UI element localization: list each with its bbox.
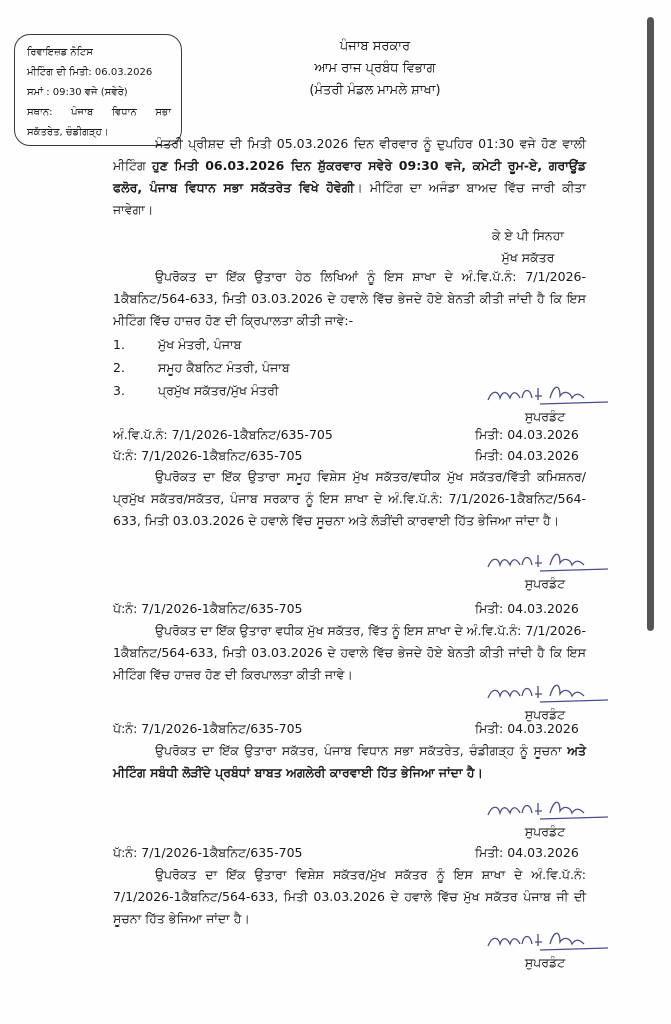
copy5-text: ਉਪਰੋਕਤ ਦਾ ਇੱਕ ਉਤਾਰਾ ਵਿਸ਼ੇਸ਼ ਸਕੱਤਰ/ਮੁੱਖ ਸਕੱਤਰ ਨੂੰ ਇਸ ਸ਼ਾਖਾ ਦੇ ਅੰ.ਵਿ.ਪੱ.ਨੰ: 7/1/2026-1ਕੈਬਨਿਟ/564-633, ਮਿਤੀ 03.03.2026 ਦੇ ਹਵਾਲੇ ਵਿੱਚ ਮੁੱਖ ਸਕੱਤਰ ਪੰਜਾਬ ਜੀ ਦੀ ਸੂਚਨਾ ਹਿੱਤ ਭੇਜਿਆ ਜਾਂਦਾ ਹੈ। bbox=[113, 867, 586, 926]
superintendent-title: ਸੁਪਰਡੰਟ bbox=[524, 576, 566, 591]
letterhead bbox=[230, 36, 520, 102]
main-notice-part1: ਮੰਤਰੀ ਪ੍ਰੀਸ਼ਦ ਦੀ ਮਿਤੀ 05.03.2026 ਦਿਨ ਵੀਰਵਾਰ ਨੂੰ ਦੁਪਹਿਰ 01:30 ਵਜੇ ਹੋਣ ਵਾਲੀ ਮੀਟਿੰਗ bbox=[113, 136, 586, 173]
chief-secretary-designation: ਮੁੱਖ ਸਕੱਤਰ bbox=[501, 250, 555, 265]
handwritten-signature bbox=[480, 924, 610, 954]
reference-number: ਪੱ:ਨੰ: 7/1/2026-1ਕੈਬਨਿਟ/635-705 bbox=[113, 448, 303, 463]
reference-number: ਪੱ:ਨੰ: 7/1/2026-1ਕੈਬਨਿਟ/635-705 bbox=[113, 845, 303, 860]
copy2-paragraph bbox=[113, 466, 586, 532]
list-text: ਮੁੱਖ ਮੰਤਰੀ, ਪੰਜਾਬ bbox=[158, 337, 242, 352]
main-notice-bold: ਹੁਣ ਮਿਤੀ 06.03.2026 ਦਿਨ ਸ਼ੁੱਕਰਵਾਰ ਸਵੇਰੇ 09:30 ਵਜੇ, ਕਮੇਟੀ ਰੂਮ-ਏ, ਗਰਾਊਂਡ ਫਲੋਰ, ਪੰਜਾਬ ਵਿਧਾਨ ਸਭਾ ਸਕੱਤਰੇਤ ਵਿਖੇ ਹੋਵੇਗੀ bbox=[113, 158, 586, 195]
reference-number: ਪੱ:ਨੰ: 7/1/2026-1ਕੈਬਨਿਟ/635-705 bbox=[113, 721, 303, 736]
superintendent-title: ਸੁਪਰਡੰਟ bbox=[524, 707, 566, 722]
chief-secretary-block bbox=[478, 225, 578, 269]
copy1-text: ਉਪਰੋਕਤ ਦਾ ਇੱਕ ਉਤਾਰਾ ਹੇਠ ਲਿਖਿਆਂ ਨੂੰ ਇਸ ਸ਼ਾਖਾ ਦੇ ਅੰ.ਵਿ.ਪੱ.ਨੰ: 7/1/2026-1ਕੈਬਨਿਟ/564-633, ਮਿਤੀ 03.03.2026 ਦੇ ਹਵਾਲੇ ਵਿੱਚ ਭੇਜਦੇ ਹੋਏ ਬੇਨਤੀ ਕੀਤੀ ਜਾਂਦੀ ਹੈ ਕਿ ਇਸ ਮੀਟਿੰਗ ਵਿੱਚ ਹਾਜ਼ਰ ਹੋਣ ਦੀ ਕ੍ਰਿਪਾਲਤਾ ਕੀਤੀ ਜਾਵੇ:- bbox=[113, 269, 586, 328]
reference-date: ਮਿਤੀ: 04.03.2026 bbox=[475, 448, 579, 463]
list-number: 3. bbox=[113, 383, 125, 398]
superintendent-title: ਸੁਪਰਡੰਟ bbox=[524, 824, 566, 839]
notice-venue-line1: ਸਥਾਨ: ਪੰਜਾਬ ਵਿਧਾਨ ਸਭਾ bbox=[27, 107, 171, 118]
superintendent-signature-block bbox=[480, 378, 610, 426]
chief-secretary-name: ਕੇ ਏ ਪੀ ਸਿਨਹਾ bbox=[492, 228, 564, 243]
superintendent-signature-block bbox=[480, 793, 610, 841]
copy4-bold-text: ਅਤੇ ਮੀਟਿੰਗ ਸਬੰਧੀ ਲੋੜੀਂਦੇ ਪ੍ਰਬੰਧਾਂ ਬਾਬਤ ਅਗਲੇਰੀ ਕਾਰਵਾਈ ਹਿੱਤ ਭੇਜਿਆ ਜਾਂਦਾ ਹੈ। bbox=[113, 743, 586, 780]
handwritten-signature bbox=[480, 793, 610, 823]
vertical-scrollbar[interactable] bbox=[647, 17, 654, 631]
header-branch: (ਮੰਤਰੀ ਮੰਡਲ ਮਾਮਲੇ ਸ਼ਾਖਾ) bbox=[309, 83, 441, 98]
list-number: 2. bbox=[113, 360, 125, 375]
notice-meeting-date: ਮੀਟਿੰਗ ਦੀ ਮਿਤੀ: 06.03.2026 bbox=[27, 67, 153, 78]
handwritten-signature bbox=[480, 676, 610, 706]
copy4-paragraph bbox=[113, 740, 586, 784]
notice-title: ਰਿਵਾਇਜ਼ਡ ਨੋਟਿਸ bbox=[27, 47, 93, 58]
superintendent-title: ਸੁਪਰਡੰਟ bbox=[524, 955, 566, 970]
copy3-text: ਉਪਰੋਕਤ ਦਾ ਇੱਕ ਉਤਾਰਾ ਵਧੀਕ ਮੁੱਖ ਸਕੱਤਰ, ਵਿੱਤ ਨੂੰ ਇਸ ਸ਼ਾਖਾ ਦੇ ਅੰ.ਵਿ.ਪੱ.ਨੰ: 7/1/2026-1ਕੈਬਨਿਟ/564-633, ਮਿਤੀ 03.03.2026 ਦੇ ਹਵਾਲੇ ਵਿੱਚ ਭੇਜਦੇ ਹੋਏ ਬੇਨਤੀ ਕੀਤੀ ਜਾਂਦੀ ਹੈ ਕਿ ਇਸ ਮੀਟਿੰਗ ਵਿੱਚ ਹਾਜ਼ਰ ਹੋਣ ਦੀ ਕਿਰਪਾਲਤਾ ਕੀਤੀ ਜਾਵੇ। bbox=[113, 623, 587, 682]
reference-date: ਮਿਤੀ: 04.03.2026 bbox=[475, 427, 579, 442]
main-notice-part2: । ਮੀਟਿੰਗ ਦਾ ਅਜੰਡਾ ਬਾਅਦ ਵਿੱਚ ਜਾਰੀ ਕੀਤਾ ਜਾਵੇਗਾ। bbox=[113, 180, 586, 217]
notice-time: ਸਮਾਂ : 09:30 ਵਜੇ (ਸਵੇਰੇ) bbox=[27, 87, 128, 98]
recipient-list-item bbox=[113, 380, 279, 402]
list-number: 1. bbox=[113, 337, 125, 352]
reference-date: ਮਿਤੀ: 04.03.2026 bbox=[475, 721, 579, 736]
revised-notice-box bbox=[14, 34, 182, 146]
copy4-text: ਉਪਰੋਕਤ ਦਾ ਇੱਕ ਉਤਾਰਾ ਸਕੱਤਰ, ਪੰਜਾਬ ਵਿਧਾਨ ਸਭਾ ਸਕੱਤਰੇਤ, ਚੰਡੀਗੜ੍ਹ ਨੂੰ ਸੂਚਨਾ bbox=[155, 743, 568, 758]
superintendent-signature-block bbox=[480, 545, 610, 593]
notice-venue-line2: ਸਕੱਤਰੇਤ, ਚੰਡੀਗੜ੍ਹ। bbox=[27, 127, 109, 138]
handwritten-signature bbox=[480, 378, 610, 408]
superintendent-title: ਸੁਪਰਡੰਟ bbox=[524, 409, 566, 424]
reference-date: ਮਿਤੀ: 04.03.2026 bbox=[475, 601, 579, 616]
header-department: ਆਮ ਰਾਜ ਪ੍ਰਬੰਧ ਵਿਭਾਗ bbox=[314, 61, 436, 76]
copy5-paragraph bbox=[113, 864, 586, 930]
superintendent-signature-block bbox=[480, 676, 610, 724]
recipient-list-item bbox=[113, 357, 290, 379]
copy1-paragraph bbox=[113, 266, 586, 332]
recipient-list-item bbox=[113, 334, 241, 356]
copy2-text: ਉਪਰੋਕਤ ਦਾ ਇੱਕ ਉਤਾਰਾ ਸਮੂਹ ਵਿਸ਼ੇਸ ਮੁੱਖ ਸਕੱਤਰ/ਵਧੀਕ ਮੁੱਖ ਸਕੱਤਰ/ਵਿੱਤੀ ਕਮਿਸ਼ਨਰ/ਪ੍ਰਮੁੱਖ ਸਕੱਤਰ/ਸਕੱਤਰ, ਪੰਜਾਬ ਸਰਕਾਰ ਨੂੰ ਇਸ ਸ਼ਾਖਾ ਦੇ ਅੰ.ਵਿ.ਪੱ.ਨੰ: 7/1/2026-1ਕੈਬਨਿਟ/564-633, ਮਿਤੀ 03.03.2026 ਦੇ ਹਵਾਲੇ ਵਿੱਚ ਸੂਚਨਾ ਅਤੇ ਲੋੜੀਂਦੀ ਕਾਰਵਾਈ ਹਿੱਤ ਭੇਜਿਆ ਜਾਂਦਾ ਹੈ। bbox=[113, 469, 586, 528]
list-text: ਸਮੂਹ ਕੈਬਨਿਟ ਮੰਤਰੀ, ਪੰਜਾਬ bbox=[158, 360, 290, 375]
reference-number: ਪੱ:ਨੰ: 7/1/2026-1ਕੈਬਨਿਟ/635-705 bbox=[113, 601, 303, 616]
superintendent-signature-block bbox=[480, 924, 610, 972]
list-text: ਪ੍ਰਮੁੱਖ ਸਕੱਤਰ/ਮੁੱਖ ਮੰਤਰੀ bbox=[158, 383, 279, 398]
reference-date: ਮਿਤੀ: 04.03.2026 bbox=[475, 845, 579, 860]
header-govt: ਪੰਜਾਬ ਸਰਕਾਰ bbox=[339, 39, 411, 54]
handwritten-signature bbox=[480, 545, 610, 575]
main-notice-paragraph bbox=[113, 133, 586, 221]
reference-number: ਅੰ.ਵਿ.ਪੱ.ਨੰ: 7/1/2026-1ਕੈਬਨਿਟ/635-705 bbox=[113, 427, 333, 442]
